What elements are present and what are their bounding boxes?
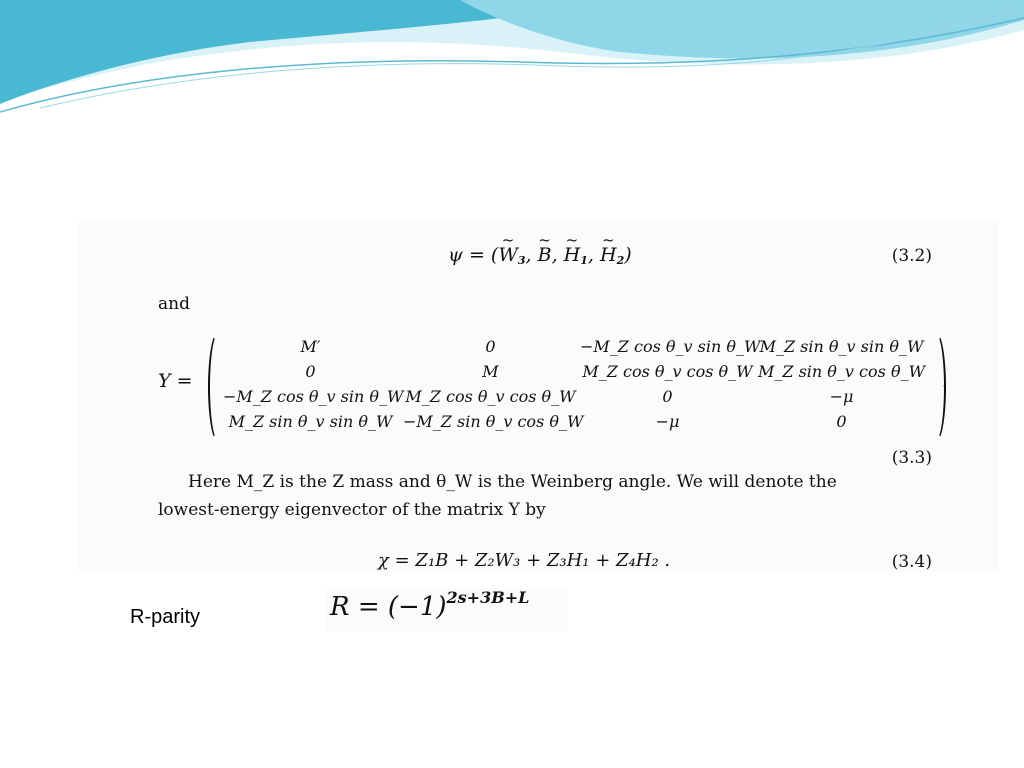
and-text: and <box>158 294 190 314</box>
matrix-cell: −M_Z sin θ_v cos θ_W <box>403 412 584 431</box>
matrix-cell: M_Z sin θ_v sin θ_W <box>759 337 924 356</box>
matrix-period: . <box>942 372 948 392</box>
matrix-cell: −M_Z cos θ_v sin θ_W <box>223 387 404 406</box>
matrix-cell: M_Z sin θ_v sin θ_W <box>228 412 393 431</box>
header-wave-decoration <box>0 0 1024 120</box>
matrix-cell: M_Z sin θ_v cos θ_W <box>757 362 926 381</box>
r-parity-formula-exponent: 2s+3B+L <box>446 588 530 607</box>
equation-3-4: χ = Z₁B + Z₂W₃ + Z₃H₁ + Z₄H₂ . <box>378 550 671 571</box>
matrix-cell: M′ <box>300 337 321 356</box>
paragraph-line-1: Here M_Z is the Z mass and θ_W is the Weinberg angle. We will denote the <box>188 472 837 492</box>
matrix-cell: 0 <box>662 387 673 406</box>
equation-3-2: ψ = (~ $W_3$, ~ B, ~ $H_1$, ~ $H_2$) <box>448 244 632 267</box>
equation-number-3-3: (3.3) <box>891 448 932 468</box>
matrix-cell: 0 <box>305 362 316 381</box>
equation-number-3-4: (3.4) <box>891 552 932 572</box>
paragraph-line-2: lowest-energy eigenvector of the matrix Y by <box>158 500 546 520</box>
matrix-cell: 0 <box>485 337 496 356</box>
paper-excerpt-image <box>78 222 998 572</box>
matrix-label-Y: Y = <box>158 370 193 392</box>
matrix-cell: M_Z cos θ_v cos θ_W <box>582 362 753 381</box>
matrix-cell: M <box>482 362 499 381</box>
equation-number-3-2: (3.2) <box>891 246 932 266</box>
r-parity-formula-base: R = (−1) <box>330 592 447 622</box>
matrix-cell: −μ <box>829 387 854 406</box>
r-parity-formula <box>326 588 568 632</box>
matrix-cell: −μ <box>655 412 680 431</box>
r-parity-label: R-parity <box>130 606 201 628</box>
matrix-cell: M_Z cos θ_v cos θ_W <box>405 387 576 406</box>
matrix-cell: 0 <box>836 412 847 431</box>
matrix-cell: −M_Z cos θ_v sin θ_W <box>580 337 761 356</box>
